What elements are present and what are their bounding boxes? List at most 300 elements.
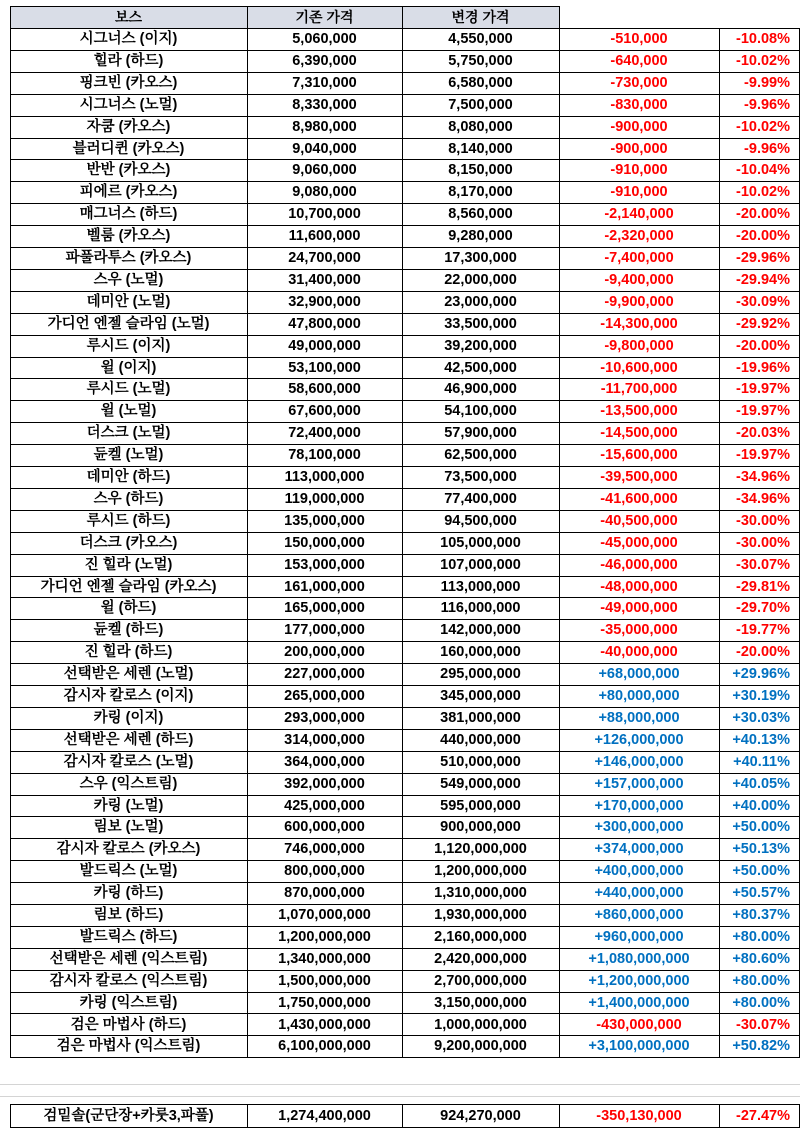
cell-pct[interactable]: +80.00% bbox=[732, 994, 790, 1011]
cell-pct[interactable]: -29.70% bbox=[735, 600, 790, 617]
cell-new-price[interactable]: 345,000,000 bbox=[440, 688, 521, 704]
cell-new-price[interactable]: 2,160,000,000 bbox=[434, 928, 527, 945]
summary-new[interactable]: 924,270,000 bbox=[440, 1108, 521, 1124]
row-border bbox=[10, 269, 800, 270]
cell-diff[interactable]: -40,500,000 bbox=[600, 512, 678, 529]
column-border bbox=[719, 28, 720, 1057]
summary-old[interactable]: 1,274,400,000 bbox=[278, 1108, 371, 1124]
cell-diff[interactable]: -9,900,000 bbox=[604, 293, 674, 310]
cell-pct[interactable]: -19.77% bbox=[735, 622, 790, 639]
cell-pct[interactable]: +80.37% bbox=[732, 907, 790, 923]
cell-old-price[interactable]: 1,070,000,000 bbox=[278, 907, 371, 923]
cell-old-price[interactable]: 6,390,000 bbox=[292, 52, 357, 69]
cell-boss[interactable]: 카링 (익스트림) bbox=[79, 994, 178, 1011]
cell-pct[interactable]: -10.04% bbox=[735, 162, 790, 179]
cell-pct[interactable]: +80.00% bbox=[732, 972, 790, 989]
header-old-price[interactable]: 기존 가격 bbox=[247, 6, 402, 28]
column-border bbox=[247, 6, 248, 1057]
cell-diff[interactable]: -2,320,000 bbox=[604, 228, 674, 245]
row-border bbox=[10, 926, 800, 927]
cell-old-price[interactable]: 24,700,000 bbox=[288, 250, 361, 266]
cell-boss[interactable]: 블러디퀸 (카오스) bbox=[72, 140, 185, 157]
cell-new-price[interactable]: 381,000,000 bbox=[440, 709, 521, 726]
cell-pct[interactable]: -29.81% bbox=[735, 578, 790, 595]
cell-diff[interactable]: -11,700,000 bbox=[600, 381, 678, 398]
cell-boss[interactable]: 루시드 (하드) bbox=[86, 512, 171, 529]
cell-old-price[interactable]: 165,000,000 bbox=[284, 600, 365, 617]
cell-old-price[interactable]: 47,800,000 bbox=[288, 315, 361, 332]
summary-pct[interactable]: -27.47% bbox=[735, 1108, 790, 1124]
cell-old-price[interactable]: 425,000,000 bbox=[284, 797, 365, 814]
cell-new-price[interactable]: 57,900,000 bbox=[444, 425, 517, 442]
row-border bbox=[10, 378, 800, 379]
table-row bbox=[0, 926, 800, 948]
table-row bbox=[0, 751, 800, 773]
cell-pct[interactable]: +30.19% bbox=[732, 688, 790, 704]
cell-old-price[interactable]: 8,330,000 bbox=[292, 96, 357, 113]
cell-new-price[interactable]: 595,000,000 bbox=[440, 797, 521, 814]
cell-pct[interactable]: +50.00% bbox=[732, 863, 790, 880]
sheet-gridline bbox=[0, 1084, 800, 1085]
cell-diff[interactable]: -49,000,000 bbox=[600, 600, 678, 617]
table-row bbox=[0, 444, 800, 466]
summary-row bbox=[0, 1105, 800, 1127]
cell-diff[interactable]: +1,080,000,000 bbox=[588, 950, 690, 967]
row-border bbox=[10, 685, 800, 686]
cell-diff[interactable]: +1,200,000,000 bbox=[588, 972, 690, 989]
cell-new-price[interactable]: 8,150,000 bbox=[448, 162, 513, 179]
cell-boss[interactable]: 반반 (카오스) bbox=[86, 162, 171, 179]
cell-pct[interactable]: -29.92% bbox=[735, 315, 790, 332]
cell-new-price[interactable]: 113,000,000 bbox=[440, 578, 521, 595]
cell-old-price[interactable]: 1,430,000,000 bbox=[278, 1016, 371, 1033]
cell-diff[interactable]: -7,400,000 bbox=[604, 250, 674, 266]
cell-pct[interactable]: -29.94% bbox=[735, 271, 790, 288]
cell-boss[interactable]: 발드릭스 (노멀) bbox=[79, 863, 178, 880]
cell-old-price[interactable]: 9,080,000 bbox=[292, 184, 357, 201]
cell-boss[interactable]: 감시자 칼로스 (노멀) bbox=[63, 753, 194, 770]
table-row bbox=[0, 1035, 800, 1057]
row-border bbox=[10, 619, 800, 620]
cell-pct[interactable]: -30.00% bbox=[735, 534, 790, 551]
summary-diff[interactable]: -350,130,000 bbox=[596, 1108, 682, 1124]
cell-new-price[interactable]: 42,500,000 bbox=[444, 359, 517, 376]
cell-pct[interactable]: +50.00% bbox=[732, 819, 790, 836]
cell-new-price[interactable]: 94,500,000 bbox=[444, 512, 517, 529]
cell-diff[interactable]: -900,000 bbox=[610, 140, 668, 157]
cell-new-price[interactable]: 9,280,000 bbox=[448, 228, 513, 245]
row-border bbox=[10, 773, 800, 774]
cell-pct[interactable]: -30.07% bbox=[735, 556, 790, 573]
cell-old-price[interactable]: 600,000,000 bbox=[284, 819, 365, 836]
cell-boss[interactable]: 자쿰 (카오스) bbox=[86, 118, 171, 135]
cell-diff[interactable]: +3,100,000,000 bbox=[588, 1038, 690, 1055]
table-row bbox=[0, 247, 800, 269]
cell-diff[interactable]: -14,300,000 bbox=[600, 315, 678, 332]
table-row bbox=[0, 707, 800, 729]
cell-old-price[interactable]: 153,000,000 bbox=[284, 556, 365, 573]
cell-old-price[interactable]: 314,000,000 bbox=[284, 731, 365, 748]
table-row bbox=[0, 729, 800, 751]
table-row bbox=[0, 860, 800, 882]
cell-diff[interactable]: -14,500,000 bbox=[600, 425, 678, 442]
row-border bbox=[10, 444, 800, 445]
cell-boss[interactable]: 카링 (이지) bbox=[93, 709, 164, 726]
cell-diff[interactable]: -9,400,000 bbox=[604, 271, 674, 288]
row-border bbox=[10, 247, 800, 248]
cell-old-price[interactable]: 177,000,000 bbox=[284, 622, 365, 639]
cell-boss[interactable]: 림보 (노멀) bbox=[93, 819, 164, 836]
cell-old-price[interactable]: 10,700,000 bbox=[288, 206, 361, 223]
cell-new-price[interactable]: 4,550,000 bbox=[448, 31, 513, 47]
cell-old-price[interactable]: 392,000,000 bbox=[284, 775, 365, 792]
cell-old-price[interactable]: 67,600,000 bbox=[288, 403, 361, 420]
cell-old-price[interactable]: 135,000,000 bbox=[284, 512, 365, 529]
cell-boss[interactable]: 데미안 (하드) bbox=[86, 469, 171, 485]
cell-diff[interactable]: -35,000,000 bbox=[600, 622, 678, 639]
cell-boss[interactable]: 더스크 (노멀) bbox=[86, 425, 171, 442]
cell-old-price[interactable]: 7,310,000 bbox=[292, 74, 357, 91]
cell-boss[interactable]: 파풀라투스 (카오스) bbox=[65, 250, 192, 266]
cell-old-price[interactable]: 11,600,000 bbox=[288, 228, 361, 245]
cell-new-price[interactable]: 1,200,000,000 bbox=[434, 863, 527, 880]
cell-pct[interactable]: -19.96% bbox=[735, 359, 790, 376]
cell-diff[interactable]: +68,000,000 bbox=[598, 666, 680, 683]
cell-old-price[interactable]: 49,000,000 bbox=[288, 337, 361, 354]
row-border bbox=[10, 313, 800, 314]
cell-pct[interactable]: +40.00% bbox=[732, 797, 790, 814]
cell-pct[interactable]: +50.57% bbox=[732, 885, 790, 902]
cell-pct[interactable]: -34.96% bbox=[735, 490, 790, 507]
cell-new-price[interactable]: 440,000,000 bbox=[440, 731, 521, 748]
cell-boss[interactable]: 발드릭스 (하드) bbox=[79, 928, 178, 945]
cell-old-price[interactable]: 8,980,000 bbox=[292, 118, 357, 135]
table-row bbox=[0, 795, 800, 817]
cell-boss[interactable]: 시그너스 (이지) bbox=[79, 31, 178, 47]
cell-new-price[interactable]: 62,500,000 bbox=[444, 447, 517, 464]
cell-new-price[interactable]: 3,150,000,000 bbox=[434, 994, 527, 1011]
cell-pct[interactable]: -20.00% bbox=[735, 206, 790, 223]
cell-boss[interactable]: 피에르 (카오스) bbox=[79, 184, 178, 201]
cell-boss[interactable]: 스우 (노멀) bbox=[93, 271, 164, 288]
cell-diff[interactable]: -2,140,000 bbox=[604, 206, 674, 223]
cell-new-price[interactable]: 33,500,000 bbox=[444, 315, 517, 332]
table-row bbox=[0, 313, 800, 335]
cell-boss[interactable]: 벨룸 (카오스) bbox=[86, 228, 171, 245]
cell-pct[interactable]: -30.09% bbox=[735, 293, 790, 310]
cell-diff[interactable]: -15,600,000 bbox=[600, 447, 678, 464]
cell-pct[interactable]: +40.11% bbox=[733, 753, 790, 770]
cell-pct[interactable]: +40.13% bbox=[732, 731, 790, 748]
cell-new-price[interactable]: 17,300,000 bbox=[444, 250, 517, 266]
cell-pct[interactable]: -19.97% bbox=[735, 403, 790, 420]
cell-old-price[interactable]: 119,000,000 bbox=[284, 490, 365, 507]
cell-boss[interactable]: 림보 (하드) bbox=[93, 907, 164, 923]
cell-diff[interactable]: -910,000 bbox=[610, 184, 668, 201]
cell-new-price[interactable]: 39,200,000 bbox=[444, 337, 517, 354]
cell-boss[interactable]: 검은 마법사 (하드) bbox=[70, 1016, 187, 1033]
table-row bbox=[0, 203, 800, 225]
header-new-price[interactable]: 변경 가격 bbox=[402, 6, 559, 28]
cell-diff[interactable]: -48,000,000 bbox=[600, 578, 678, 595]
cell-pct[interactable]: -10.02% bbox=[735, 184, 790, 201]
cell-new-price[interactable]: 295,000,000 bbox=[440, 666, 521, 683]
cell-old-price[interactable]: 78,100,000 bbox=[288, 447, 361, 464]
cell-diff[interactable]: -910,000 bbox=[610, 162, 668, 179]
cell-new-price[interactable]: 23,000,000 bbox=[444, 293, 517, 310]
cell-boss[interactable]: 가디언 엔젤 슬라임 (노멀) bbox=[47, 315, 210, 332]
cell-new-price[interactable]: 8,140,000 bbox=[448, 140, 513, 157]
cell-pct[interactable]: -20.00% bbox=[735, 228, 790, 245]
cell-boss[interactable]: 핑크빈 (카오스) bbox=[79, 74, 178, 91]
cell-pct[interactable]: -9.96% bbox=[744, 140, 790, 157]
cell-new-price[interactable]: 7,500,000 bbox=[448, 96, 513, 113]
cell-boss[interactable]: 검은 마법사 (익스트림) bbox=[56, 1038, 201, 1055]
cell-diff[interactable]: -640,000 bbox=[610, 52, 668, 69]
row-border bbox=[10, 357, 800, 358]
cell-diff[interactable]: -39,500,000 bbox=[600, 469, 678, 485]
cell-old-price[interactable]: 364,000,000 bbox=[284, 753, 365, 770]
cell-old-price[interactable]: 9,040,000 bbox=[292, 140, 357, 157]
cell-old-price[interactable]: 227,000,000 bbox=[284, 666, 365, 683]
cell-boss[interactable]: 카링 (노멀) bbox=[93, 797, 164, 814]
cell-old-price[interactable]: 5,060,000 bbox=[292, 31, 357, 47]
cell-boss[interactable]: 매그너스 (하드) bbox=[79, 206, 178, 223]
cell-old-price[interactable]: 1,500,000,000 bbox=[278, 972, 371, 989]
cell-diff[interactable]: -40,000,000 bbox=[600, 644, 678, 661]
cell-new-price[interactable]: 2,420,000,000 bbox=[434, 950, 527, 967]
table-row bbox=[0, 882, 800, 904]
cell-boss[interactable]: 감시자 칼로스 (이지) bbox=[63, 688, 194, 704]
cell-old-price[interactable]: 32,900,000 bbox=[288, 293, 361, 310]
cell-new-price[interactable]: 1,000,000,000 bbox=[434, 1016, 527, 1033]
table-row bbox=[0, 554, 800, 576]
cell-pct[interactable]: +80.60% bbox=[732, 950, 790, 967]
cell-old-price[interactable]: 870,000,000 bbox=[284, 885, 365, 902]
row-border bbox=[10, 860, 800, 861]
cell-pct[interactable]: -9.96% bbox=[744, 96, 790, 113]
cell-diff[interactable]: +440,000,000 bbox=[594, 885, 684, 902]
cell-boss[interactable]: 루시드 (이지) bbox=[86, 337, 171, 354]
cell-diff[interactable]: -46,000,000 bbox=[600, 556, 678, 573]
cell-diff[interactable]: -510,000 bbox=[610, 31, 668, 47]
cell-new-price[interactable]: 116,000,000 bbox=[440, 600, 521, 617]
cell-new-price[interactable]: 9,200,000,000 bbox=[434, 1038, 527, 1055]
cell-pct[interactable]: -10.02% bbox=[735, 52, 790, 69]
cell-boss[interactable]: 시그너스 (노멀) bbox=[79, 96, 178, 113]
cell-old-price[interactable]: 113,000,000 bbox=[284, 469, 365, 485]
cell-boss[interactable]: 카링 (하드) bbox=[93, 885, 164, 902]
summary-column-border bbox=[719, 1104, 720, 1127]
cell-new-price[interactable]: 22,000,000 bbox=[444, 271, 517, 288]
table-row bbox=[0, 378, 800, 400]
cell-pct[interactable]: +29.96% bbox=[732, 666, 790, 683]
cell-pct[interactable]: +50.82% bbox=[732, 1038, 790, 1055]
cell-diff[interactable]: +146,000,000 bbox=[594, 753, 684, 770]
cell-old-price[interactable]: 31,400,000 bbox=[288, 271, 361, 288]
cell-new-price[interactable]: 6,580,000 bbox=[448, 74, 513, 91]
cell-diff[interactable]: +157,000,000 bbox=[594, 775, 684, 792]
row-border bbox=[10, 816, 800, 817]
cell-diff[interactable]: -9,800,000 bbox=[604, 337, 674, 354]
cell-diff[interactable]: +126,000,000 bbox=[594, 731, 684, 748]
cell-diff[interactable]: -45,000,000 bbox=[600, 534, 678, 551]
cell-pct[interactable]: -10.02% bbox=[735, 118, 790, 135]
cell-boss[interactable]: 진 힐라 (하드) bbox=[84, 644, 173, 661]
cell-boss[interactable]: 윌 (이지) bbox=[100, 359, 157, 376]
cell-boss[interactable]: 스우 (익스트림) bbox=[79, 775, 178, 792]
cell-old-price[interactable]: 200,000,000 bbox=[284, 644, 365, 661]
cell-boss[interactable]: 가디언 엔젤 슬라임 (카오스) bbox=[40, 578, 217, 595]
cell-pct[interactable]: +50.13% bbox=[732, 841, 790, 858]
cell-pct[interactable]: -30.07% bbox=[735, 1016, 790, 1033]
cell-old-price[interactable]: 265,000,000 bbox=[284, 688, 365, 704]
cell-boss[interactable]: 데미안 (노멀) bbox=[86, 293, 171, 310]
cell-diff[interactable]: -730,000 bbox=[610, 74, 668, 91]
cell-new-price[interactable]: 160,000,000 bbox=[440, 644, 521, 661]
cell-new-price[interactable]: 1,310,000,000 bbox=[434, 885, 527, 902]
cell-new-price[interactable]: 5,750,000 bbox=[448, 52, 513, 69]
cell-old-price[interactable]: 800,000,000 bbox=[284, 863, 365, 880]
table-row bbox=[0, 970, 800, 992]
cell-old-price[interactable]: 9,060,000 bbox=[292, 162, 357, 179]
cell-diff[interactable]: +80,000,000 bbox=[598, 688, 680, 704]
cell-diff[interactable]: -41,600,000 bbox=[600, 490, 678, 507]
cell-diff[interactable]: -430,000,000 bbox=[596, 1016, 682, 1033]
cell-pct[interactable]: -30.00% bbox=[735, 512, 790, 529]
cell-pct[interactable]: +80.00% bbox=[732, 928, 790, 945]
cell-diff[interactable]: -830,000 bbox=[610, 96, 668, 113]
row-border bbox=[10, 181, 800, 182]
cell-boss[interactable]: 더스크 (카오스) bbox=[79, 534, 178, 551]
cell-diff[interactable]: +400,000,000 bbox=[594, 863, 684, 880]
table-row bbox=[0, 532, 800, 554]
cell-boss[interactable]: 듄켈 (노멀) bbox=[93, 447, 164, 464]
row-border bbox=[10, 992, 800, 993]
cell-new-price[interactable]: 510,000,000 bbox=[440, 753, 521, 770]
cell-boss[interactable]: 윌 (노멀) bbox=[100, 403, 157, 420]
cell-new-price[interactable]: 73,500,000 bbox=[444, 469, 517, 485]
cell-new-price[interactable]: 105,000,000 bbox=[440, 534, 521, 551]
cell-old-price[interactable]: 58,600,000 bbox=[288, 381, 361, 398]
row-border bbox=[10, 795, 800, 796]
row-border bbox=[10, 510, 800, 511]
header-row bbox=[0, 6, 800, 28]
cell-pct[interactable]: -20.03% bbox=[735, 425, 790, 442]
cell-boss[interactable]: 힐라 (하드) bbox=[93, 52, 164, 69]
row-border bbox=[10, 751, 800, 752]
cell-boss[interactable]: 스우 (하드) bbox=[93, 490, 164, 507]
cell-old-price[interactable]: 161,000,000 bbox=[284, 578, 365, 595]
cell-pct[interactable]: +40.05% bbox=[732, 775, 790, 792]
cell-new-price[interactable]: 46,900,000 bbox=[444, 381, 517, 398]
cell-pct[interactable]: -9.99% bbox=[744, 74, 790, 91]
cell-boss[interactable]: 선택받은 세렌 (노멀) bbox=[63, 666, 194, 683]
cell-new-price[interactable]: 107,000,000 bbox=[440, 556, 521, 573]
cell-pct[interactable]: +30.03% bbox=[732, 709, 790, 726]
cell-boss[interactable]: 선택받은 세렌 (익스트림) bbox=[49, 950, 208, 967]
cell-new-price[interactable]: 8,170,000 bbox=[448, 184, 513, 201]
cell-diff[interactable]: +170,000,000 bbox=[594, 797, 684, 814]
header-boss[interactable]: 보스 bbox=[10, 6, 247, 28]
cell-diff[interactable]: -900,000 bbox=[610, 118, 668, 135]
row-border bbox=[10, 838, 800, 839]
cell-new-price[interactable]: 142,000,000 bbox=[440, 622, 521, 639]
cell-pct[interactable]: -29.96% bbox=[735, 250, 790, 266]
cell-old-price[interactable]: 293,000,000 bbox=[284, 709, 365, 726]
cell-old-price[interactable]: 1,750,000,000 bbox=[278, 994, 371, 1011]
cell-pct[interactable]: -19.97% bbox=[735, 381, 790, 398]
cell-new-price[interactable]: 77,400,000 bbox=[444, 490, 517, 507]
cell-diff[interactable]: +300,000,000 bbox=[594, 819, 684, 836]
cell-boss[interactable]: 감시자 칼로스 (카오스) bbox=[56, 841, 201, 858]
cell-pct[interactable]: -19.97% bbox=[735, 447, 790, 464]
cell-pct[interactable]: -20.00% bbox=[735, 644, 790, 661]
cell-new-price[interactable]: 1,930,000,000 bbox=[434, 907, 527, 923]
row-border bbox=[10, 225, 800, 226]
cell-old-price[interactable]: 1,200,000,000 bbox=[278, 928, 371, 945]
cell-new-price[interactable]: 1,120,000,000 bbox=[434, 841, 527, 858]
cell-boss[interactable]: 진 힐라 (노멀) bbox=[84, 556, 173, 573]
cell-diff[interactable]: +860,000,000 bbox=[594, 907, 684, 923]
cell-old-price[interactable]: 150,000,000 bbox=[284, 534, 365, 551]
cell-boss[interactable]: 루시드 (노멀) bbox=[86, 381, 171, 398]
cell-pct[interactable]: -34.96% bbox=[735, 469, 790, 485]
summary-column-border bbox=[559, 1104, 560, 1127]
table-row bbox=[0, 159, 800, 181]
cell-new-price[interactable]: 2,700,000,000 bbox=[434, 972, 527, 989]
cell-diff[interactable]: +374,000,000 bbox=[594, 841, 684, 858]
cell-new-price[interactable]: 8,560,000 bbox=[448, 206, 513, 223]
row-border bbox=[10, 554, 800, 555]
cell-diff[interactable]: +1,400,000,000 bbox=[588, 994, 690, 1011]
table-row bbox=[0, 838, 800, 860]
table-row bbox=[0, 641, 800, 663]
cell-new-price[interactable]: 549,000,000 bbox=[440, 775, 521, 792]
row-border bbox=[10, 576, 800, 577]
row-border bbox=[10, 532, 800, 533]
table-row bbox=[0, 291, 800, 313]
cell-boss[interactable]: 윌 (하드) bbox=[100, 600, 157, 617]
table-row bbox=[0, 422, 800, 444]
cell-diff[interactable]: +88,000,000 bbox=[598, 709, 680, 726]
cell-pct[interactable]: -20.00% bbox=[735, 337, 790, 354]
cell-boss[interactable]: 듄켈 (하드) bbox=[93, 622, 164, 639]
cell-old-price[interactable]: 72,400,000 bbox=[288, 425, 361, 442]
cell-new-price[interactable]: 900,000,000 bbox=[440, 819, 521, 836]
cell-old-price[interactable]: 746,000,000 bbox=[284, 841, 365, 858]
cell-pct[interactable]: -10.08% bbox=[735, 31, 790, 47]
cell-old-price[interactable]: 6,100,000,000 bbox=[278, 1038, 371, 1055]
summary-column-border bbox=[402, 1104, 403, 1127]
summary-boss[interactable]: 검밑솔(군단장+카룻3,파풀) bbox=[43, 1108, 214, 1124]
cell-boss[interactable]: 선택받은 세렌 (하드) bbox=[63, 731, 194, 748]
cell-new-price[interactable]: 54,100,000 bbox=[444, 403, 517, 420]
cell-diff[interactable]: -10,600,000 bbox=[600, 359, 678, 376]
table-row bbox=[0, 116, 800, 138]
row-border bbox=[10, 335, 800, 336]
cell-diff[interactable]: +960,000,000 bbox=[594, 928, 684, 945]
sheet-gridline bbox=[0, 1096, 800, 1097]
table-row bbox=[0, 576, 800, 598]
cell-old-price[interactable]: 1,340,000,000 bbox=[278, 950, 371, 967]
cell-new-price[interactable]: 8,080,000 bbox=[448, 118, 513, 135]
cell-diff[interactable]: -13,500,000 bbox=[600, 403, 678, 420]
cell-boss[interactable]: 감시자 칼로스 (익스트림) bbox=[49, 972, 208, 989]
row-border bbox=[10, 138, 800, 139]
table-row bbox=[0, 488, 800, 510]
cell-old-price[interactable]: 53,100,000 bbox=[288, 359, 361, 376]
